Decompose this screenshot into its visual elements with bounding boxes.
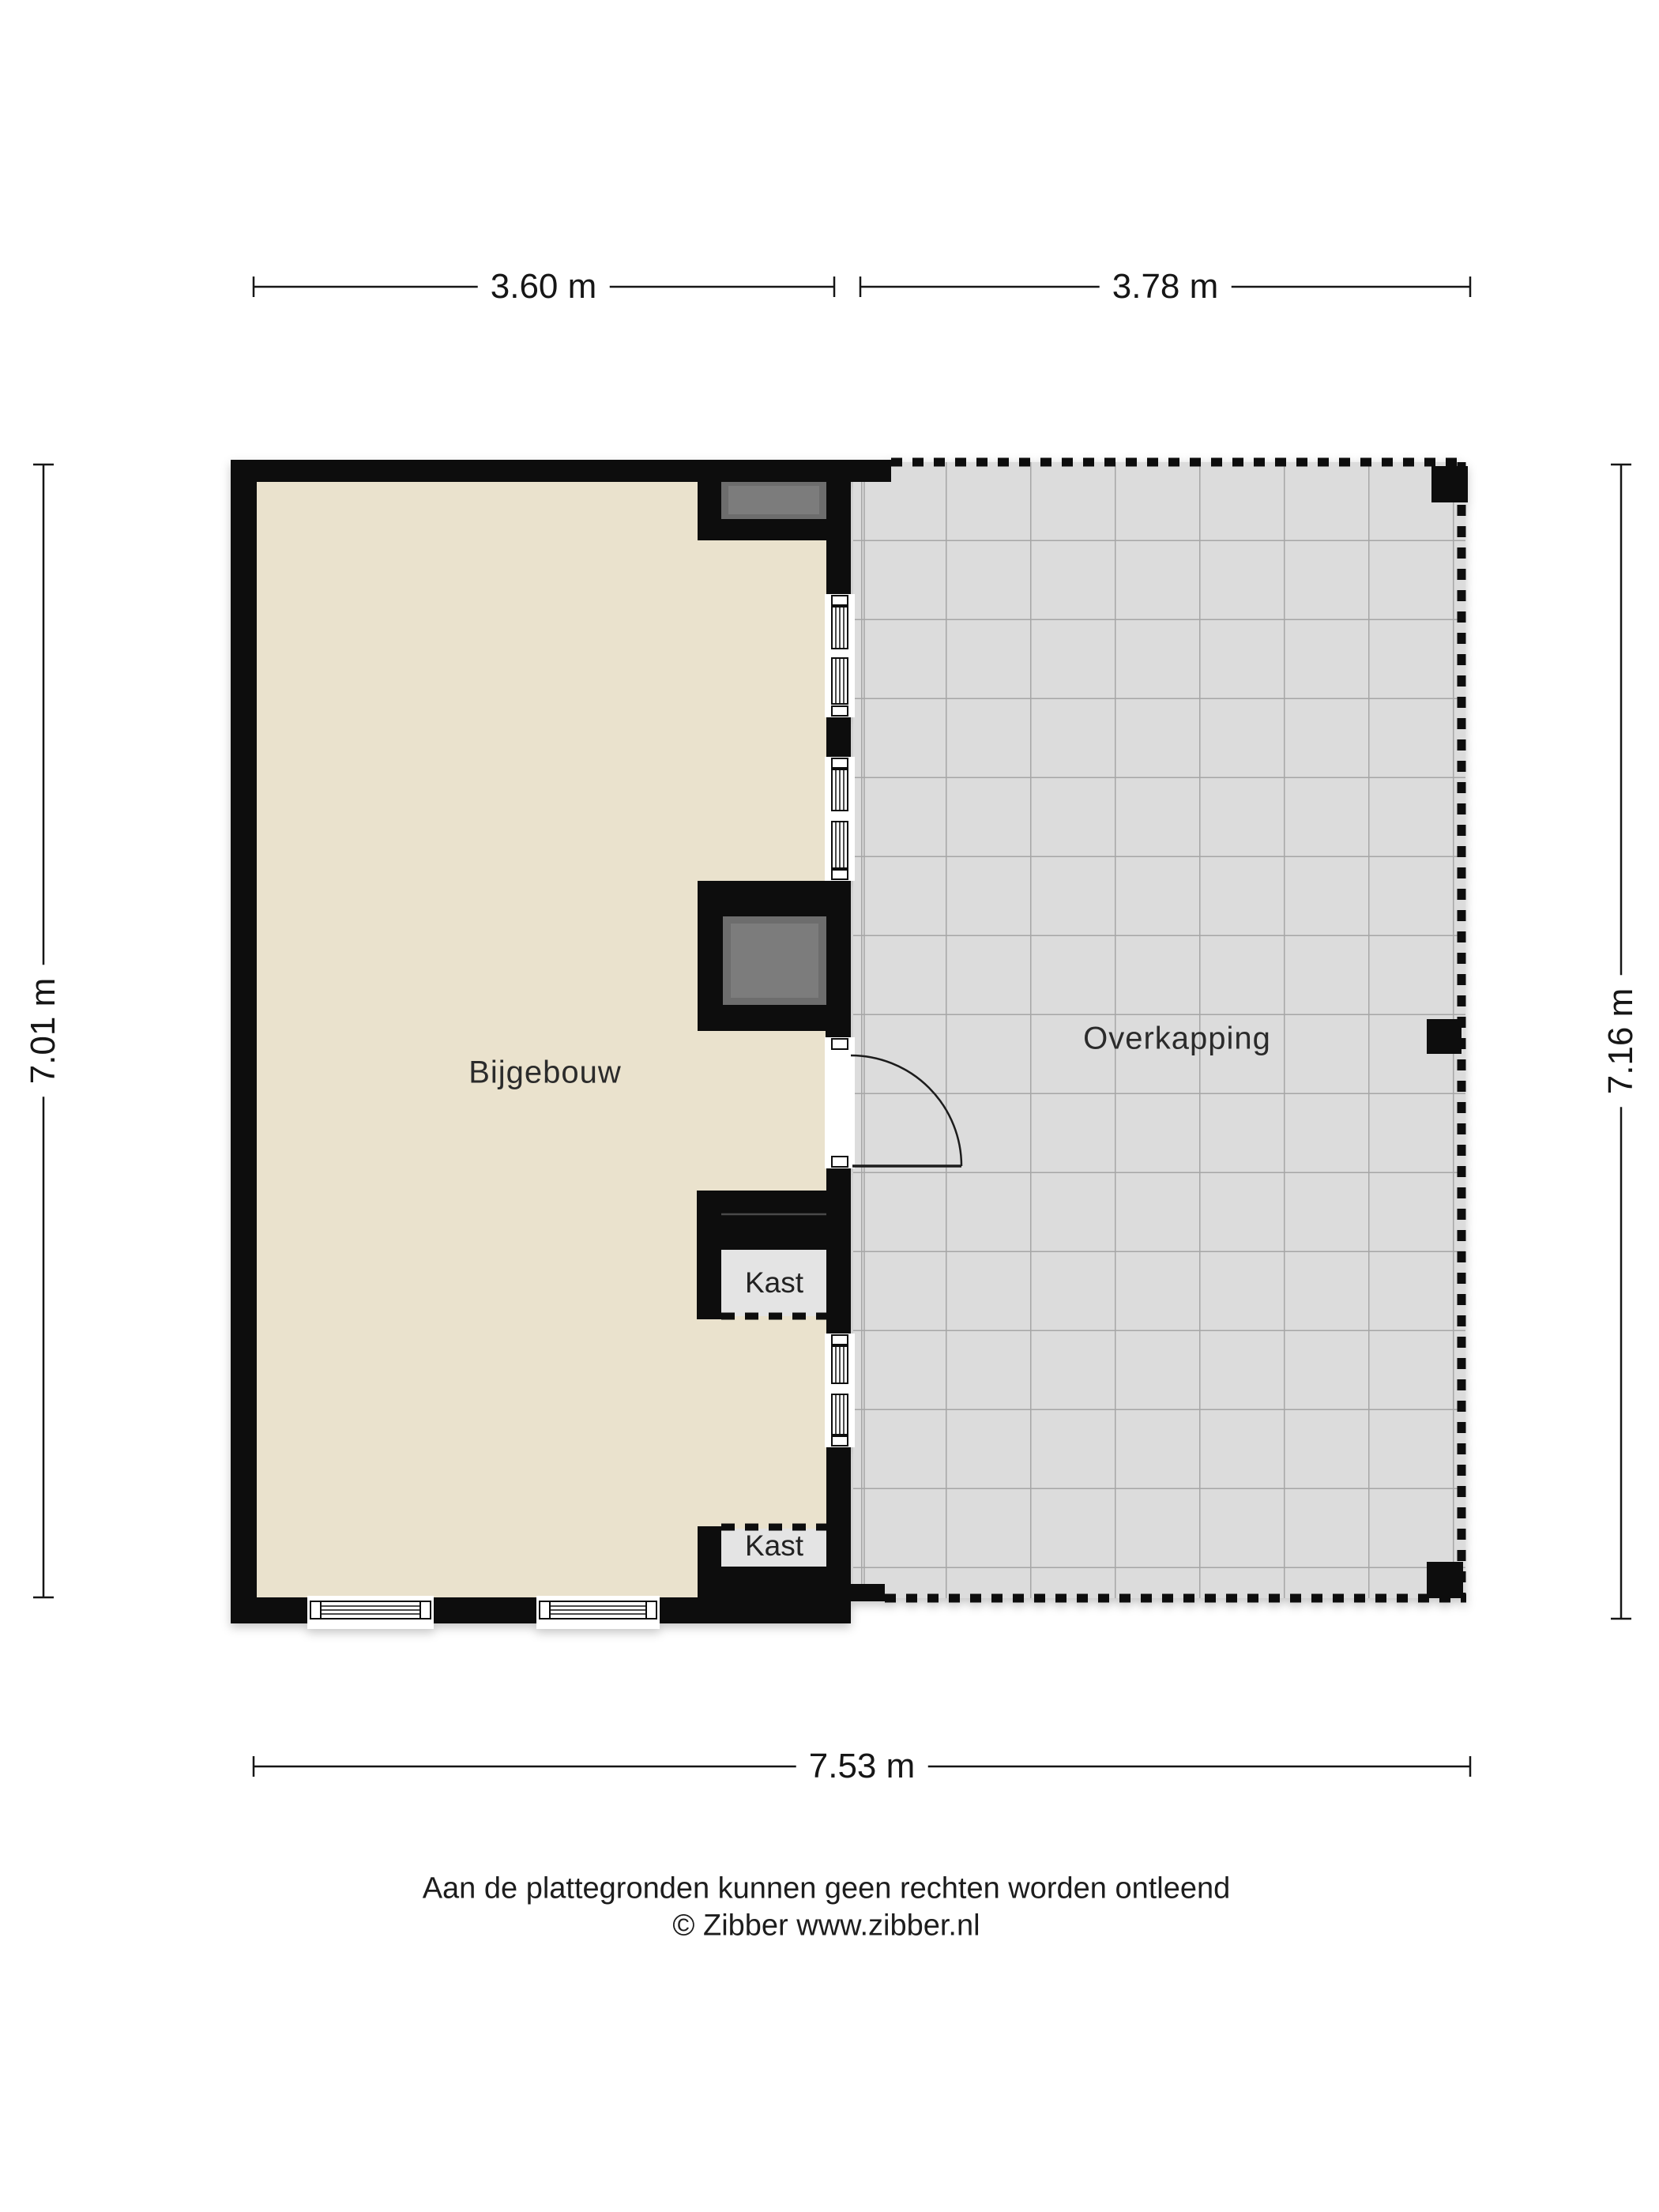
dimension-left: 7.01 m [24, 965, 63, 1097]
footer-disclaimer: Aan de plattegronden kunnen geen rechten worden ontleend [422, 1872, 1231, 1905]
room-label-bijgebouw: Bijgebouw [468, 1055, 622, 1090]
room-label-overkapping: Overkapping [1083, 1021, 1271, 1056]
footer-copyright: © Zibber www.zibber.nl [672, 1909, 980, 1943]
closet-label-2: Kast [744, 1529, 804, 1562]
bijgebouw-floor [257, 482, 826, 1597]
window-bottom-right [536, 1596, 660, 1629]
window-right-middle [825, 757, 855, 881]
window-bottom-left [307, 1596, 434, 1629]
window-right-upper [825, 594, 855, 717]
dimension-top-right: 3.78 m [1100, 267, 1232, 307]
dimension-top-left: 3.60 m [478, 267, 610, 307]
dimension-right: 7.16 m [1601, 976, 1641, 1108]
dimension-bottom: 7.53 m [796, 1747, 928, 1786]
middle-wall-feature [698, 881, 851, 1039]
window-right-lower [825, 1334, 855, 1447]
closet-label-1: Kast [744, 1266, 804, 1299]
